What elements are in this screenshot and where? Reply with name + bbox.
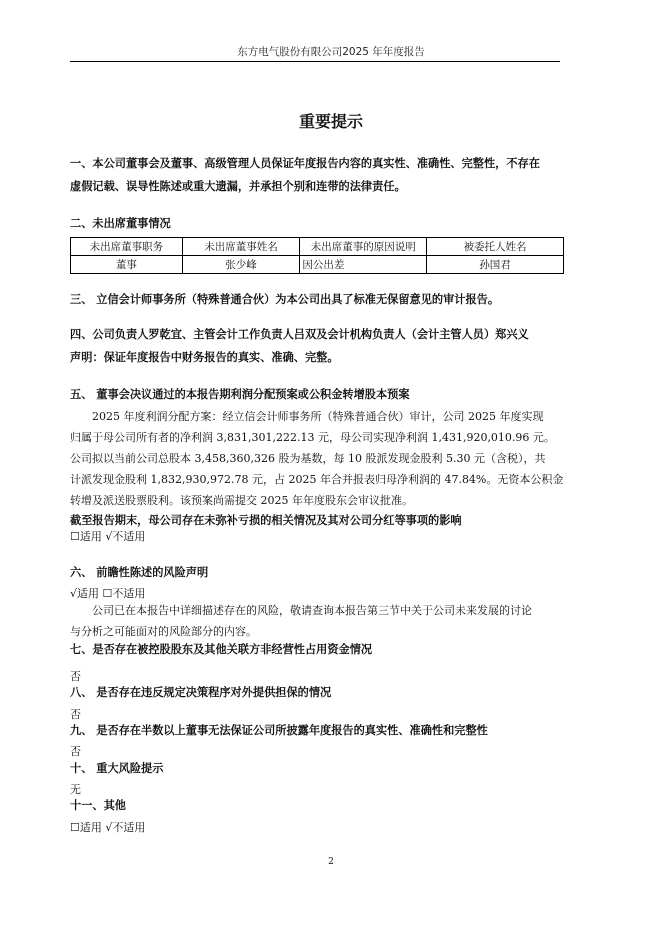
section-4-line-1: 四、公司负责人罗乾宜、主管会计工作负责人吕双及会计机构负责人（会计主管人员）郑兴义 bbox=[70, 328, 529, 341]
section-6-applicability: √适用 ☐不适用 bbox=[70, 587, 146, 600]
section-10-heading: 十、 重大风险提示 bbox=[70, 762, 164, 775]
table-cell: 董事 bbox=[71, 256, 183, 274]
section-6-body-line: 公司已在本报告中详细描述存在的风险，敬请查询本报告第三节中关于公司未来发展的讨论 bbox=[92, 604, 532, 617]
table-cell: 张少峰 bbox=[182, 256, 300, 274]
table-header-cell: 未出席董事职务 bbox=[71, 238, 183, 256]
section-9-answer: 否 bbox=[70, 745, 81, 758]
section-8-answer: 否 bbox=[70, 708, 81, 721]
section-5-subheading: 截至报告期末，母公司存在未弥补亏损的相关情况及其对公司分红等事项的影响 bbox=[70, 514, 462, 527]
absent-director-table bbox=[70, 237, 564, 274]
section-5-body-line: 转增及派送股票股利。该预案尚需提交 2025 年年度股东会审议批准。 bbox=[70, 494, 413, 507]
table-row bbox=[71, 256, 564, 274]
section-6-heading: 六、 前瞻性陈述的风险声明 bbox=[70, 566, 209, 579]
section-2-heading: 二、未出席董事情况 bbox=[70, 217, 171, 230]
section-7-heading: 七、是否存在被控股股东及其他关联方非经营性占用资金情况 bbox=[70, 643, 373, 656]
section-6-body-line: 与分析之可能面对的风险部分的内容。 bbox=[70, 625, 257, 638]
table-header-cell: 未出席董事姓名 bbox=[182, 238, 300, 256]
section-6-body bbox=[70, 600, 565, 642]
running-header: 东方电气股份有限公司2025 年年度报告 bbox=[237, 46, 425, 58]
section-1-line-2: 虚假记载、误导性陈述或重大遗漏，并承担个别和连带的法律责任。 bbox=[70, 180, 406, 193]
section-10-answer: 无 bbox=[70, 783, 81, 796]
section-5-body-line: 2025 年度利润分配方案：经立信会计师事务所（特殊普通合伙）审计，公司 2025 年度实现 bbox=[92, 410, 544, 423]
page-title: 重要提示 bbox=[298, 112, 363, 131]
section-3-text: 三、 立信会计师事务所（特殊普通合伙）为本公司出具了标准无保留意见的审计报告。 bbox=[70, 293, 500, 306]
header-rule bbox=[70, 61, 560, 62]
section-5-body-line: 计派发现金股利 1,832,930,972.78 元，占 2025 年合并报表归母净利润的 47.84%。无资本公积金 bbox=[70, 473, 564, 486]
page-number: 2 bbox=[328, 857, 334, 867]
table-cell: 孙国君 bbox=[427, 256, 564, 274]
table-cell: 因公出差 bbox=[300, 256, 427, 274]
section-1-line-1: 一、本公司董事会及董事、高级管理人员保证年度报告内容的真实性、准确性、完整性，不存在 bbox=[70, 157, 540, 170]
table-header-row bbox=[71, 238, 564, 256]
section-5-body-line: 公司拟以当前公司总股本 3,458,360,326 股为基数，每 10 股派发现金股利 5.30 元（含税），共 bbox=[70, 452, 546, 465]
section-5-applicability: ☐适用 √不适用 bbox=[70, 530, 146, 543]
section-11-heading: 十一、其他 bbox=[70, 799, 126, 812]
table-header-cell: 被委托人姓名 bbox=[427, 238, 564, 256]
section-11-applicability: ☐适用 √不适用 bbox=[70, 821, 146, 834]
section-5-heading: 五、 董事会决议通过的本报告期利润分配预案或公积金转增股本预案 bbox=[70, 388, 410, 401]
section-9-heading: 九、 是否存在半数以上董事无法保证公司所披露年度报告的真实性、准确性和完整性 bbox=[70, 724, 488, 737]
section-5-body-line: 归属于母公司所有者的净利润 3,831,301,222.13 元，母公司实现净利润 1,431,920,010.96 元。 bbox=[70, 431, 555, 444]
section-4-line-2: 声明：保证年度报告中财务报告的真实、准确、完整。 bbox=[70, 351, 339, 364]
table-header-cell: 未出席董事的原因说明 bbox=[300, 238, 427, 256]
section-7-answer: 否 bbox=[70, 670, 81, 683]
section-5-body bbox=[70, 406, 565, 511]
section-8-heading: 八、 是否存在违反规定决策程序对外提供担保的情况 bbox=[70, 686, 332, 699]
